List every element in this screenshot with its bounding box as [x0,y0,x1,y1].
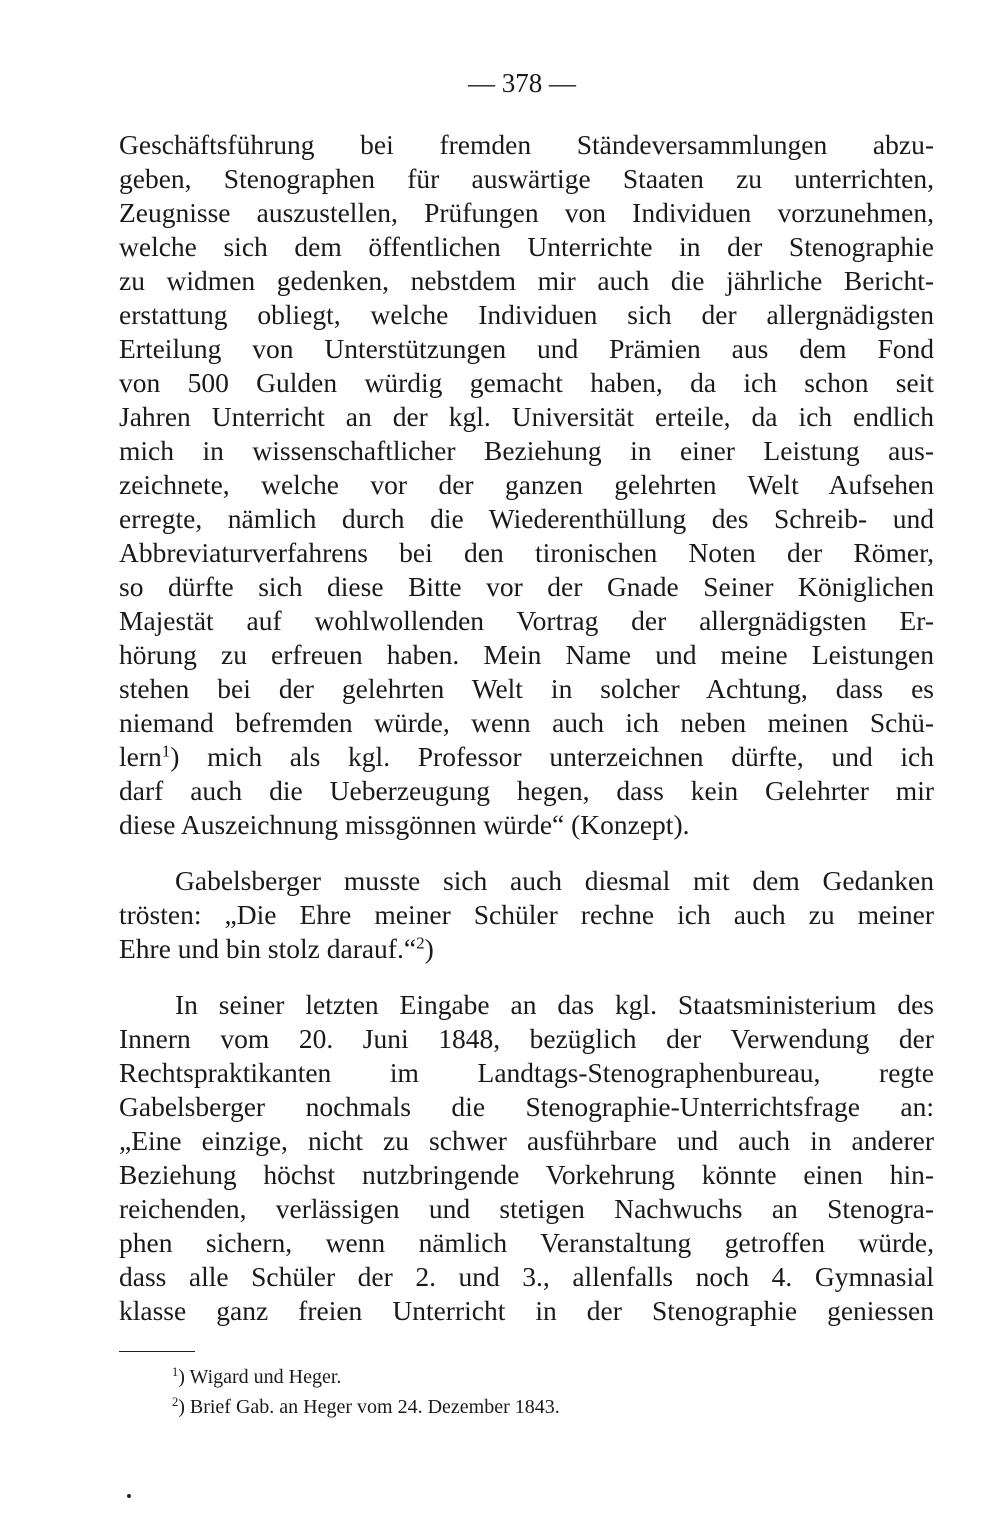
text-line: reichenden, verlässigen und stetigen Nachwuchs an Stenogra- [119,1193,934,1224]
text-line: In seiner letzten Eingabe an das kgl. Staatsministerium des [175,989,934,1020]
text-line: welche sich dem öffentlichen Unterrichte in der Stenographie [119,231,934,262]
text-line-with-footnote-ref [119,932,934,966]
footnote-ref[interactable]: 1 [161,741,171,761]
text-segment: ) mich als kgl. Professor unterzeichnen dürfte, und ich [170,741,934,772]
text-line: klasse ganz freien Unterricht in der Stenographie geniessen [119,1295,934,1326]
text-line: phen sichern, wenn nämlich Veranstaltung getroffen würde, [119,1227,934,1258]
text-line: mich in wissenschaftlicher Beziehung in einer Leistung aus- [119,435,934,466]
text-line: erstattung obliegt, welche Individuen sich der allergnädigsten [119,299,934,330]
text-line-with-footnote-ref [119,740,934,774]
text-line: Jahren Unterricht an der kgl. Universität erteile, da ich endlich [119,401,934,432]
text-line: Beziehung höchst nutzbringende Vorkehrung könnte einen hin- [119,1159,934,1190]
text-line: Gabelsberger nochmals die Stenographie-Unterrichtsfrage an: [119,1091,934,1122]
footnote-text: ) Brief Gab. an Heger vom 24. Dezember 1843. [178,1396,560,1418]
footnote-marker: 1 [172,1365,179,1380]
text-line: geben, Stenographen für auswärtige Staaten zu unterrichten, [119,163,934,194]
scan-speck [127,1494,131,1498]
text-line: zu widmen gedenken, nebstdem mir auch die jährliche Bericht- [119,265,934,296]
text-line: diese Auszeichnung missgönnen würde“ (Konzept). [119,809,690,840]
text-line: erregte, nämlich durch die Wiederenthüllung des Schreib- und [119,503,934,534]
page-number: — 378 — [468,68,576,98]
text-line: Zeugnisse auszustellen, Prüfungen von Individuen vorzunehmen, [119,197,934,228]
text-segment: lern [119,741,162,772]
text-line: Abbreviaturverfahrens bei den tironischen Noten der Römer, [119,537,934,568]
footnote-divider [119,1351,195,1352]
text-line: Rechtspraktikanten im Landtags-Stenographenbureau, regte [119,1057,934,1088]
footnote-ref[interactable]: 2 [416,933,425,953]
text-segment: Ehre und bin stolz darauf.“ [119,933,417,964]
text-line: zeichnete, welche vor der ganzen gelehrten Welt Aufsehen [119,469,934,500]
text-segment: ) [424,933,434,964]
text-line: Gabelsberger musste sich auch diesmal mit dem Gedanken [175,865,934,896]
text-line: so dürfte sich diese Bitte vor der Gnade Seiner Königlichen [119,571,934,602]
footnote-text: ) Wigard und Heger. [178,1366,342,1388]
text-line: Majestät auf wohlwollenden Vortrag der allergnädigsten Er- [119,605,934,636]
text-line: darf auch die Ueberzeugung hegen, dass kein Gelehrter mir [119,775,934,806]
text-line: stehen bei der gelehrten Welt in solcher Achtung, dass es [119,673,934,704]
text-line: dass alle Schüler der 2. und 3., allenfalls noch 4. Gymnasial [119,1261,934,1292]
footnote-2 [172,1394,560,1420]
text-line: trösten: „Die Ehre meiner Schüler rechne ich auch zu meiner [119,899,934,930]
text-line: hörung zu erfreuen haben. Mein Name und meine Leistungen [119,639,934,670]
text-line: Geschäftsführung bei fremden Ständeversammlungen abzu- [119,129,934,160]
text-line: „Eine einzige, nicht zu schwer ausführbare und auch in anderer [119,1125,934,1156]
text-line: Innern vom 20. Juni 1848, bezüglich der Verwendung der [119,1023,934,1054]
footnote-marker: 2 [172,1395,179,1410]
text-line: Erteilung von Unterstützungen und Prämien aus dem Fond [119,333,934,364]
text-line: niemand befremden würde, wenn auch ich neben meinen Schü- [119,707,934,738]
footnote-1 [172,1364,341,1390]
text-line: von 500 Gulden würdig gemacht haben, da ich schon seit [119,367,934,398]
